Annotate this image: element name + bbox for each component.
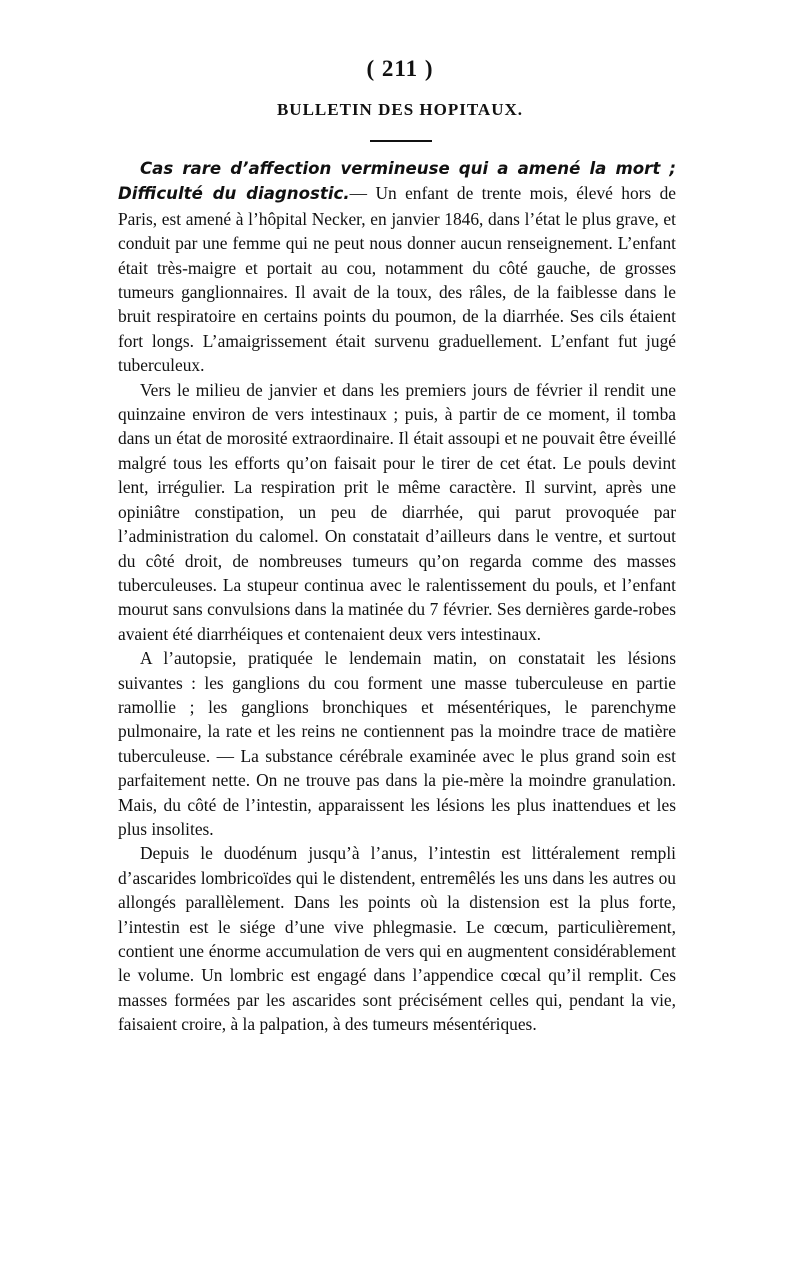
running-head: BULLETIN DES HOPITAUX. [276, 100, 524, 119]
separator-rule [370, 140, 432, 142]
paragraph-2: Vers le milieu de janvier et dans les premiers jours de février il rendit une quinzaine environ de vers intestinaux ; puis, à partir de ce moment, il tomba dans un état de morosité extraordinaire. Il était assoupi et ne pouvait être éveillé malgré tous les efforts qu’on faisait pour le tirer de cet état. Le pouls devint lent, irrégulier. La respiration prit le même caractère. Il survint, après une opiniâtre constipation, un peu de diarrhée, qui parut provoquée par l’administration du calomel. On constatait d’ailleurs dans le ventre, et surtout du côté droit, de nombreuses tumeurs qu’on regarda comme des masses tuberculeuses. La stupeur continua avec le ralentissement du pouls, et l’enfant mourut sans convulsions dans la matinée du 7 février. Ses dernières garde-robes avaient été diarrhéiques et contenaient deux vers intestinaux. [118, 379, 676, 644]
page-number: ( 211 ) [366, 56, 434, 81]
paragraph-4: Depuis le duodénum jusqu’à l’anus, l’intestin est littéralement rempli d’ascarides lombricoïdes qui le distendent, entremêlés les uns dans les autres ou allongés parallèlement. Dans les points où la distension est la plus forte, l’intestin est le siége d’une vive phlegmasie. Le cœcum, particulièrement, contient une énorme accumulation de vers qui en augmentent considérablement le volume. Un lombric est engagé dans l’appendice cœcal qu’il remplit. Ces masses formées par les ascarides sont précisément celles qui, pendant la vie, faisaient croire, à la palpation, à des tumeurs mésentériques. [118, 843, 676, 1035]
paragraph-1 [118, 156, 676, 378]
article-title: Cas rare d’affection vermineuse qui a amené la mort ; Difficulté du diagnostic. [118, 159, 676, 204]
paragraph-3: A l’autopsie, pratiquée le lendemain matin, on constatait les lésions suivantes : les ganglions du cou forment une masse tuberculeuse en partie ramollie ; les ganglions bronchiques et mésentériques, le parenchyme pulmonaire, la rate et les reins ne contiennent pas la moindre trace de matière tuberculeuse. — La substance cérébrale examinée avec le plus grand soin est parfaitement nette. On ne trouve pas dans la pie-mère la moindre granulation. Mais, du côté de l’intestin, apparaissent les lésions les plus inattendues et les plus insolites. [118, 648, 676, 839]
article-body [118, 156, 676, 1037]
paragraph-1-text: — Un enfant de trente mois, élevé hors de Paris, est amené à l’hôpital Necker, en janvier 1846, dans l’état le plus grave, et conduit par une femme qui ne peut nous donner aucun renseignement. L’enfant était très-maigre et portait au cou, notamment du côté gauche, de grosses tumeurs ganglionnaires. Il avait de la toux, des râles, de la faiblesse dans le bruit respiratoire en certains points du poumon, de la diarrhée. Ses cils étaient fort longs. L’amaigrissement était survenu graduellement. L’enfant fut jugé tuberculeux. [118, 183, 676, 376]
